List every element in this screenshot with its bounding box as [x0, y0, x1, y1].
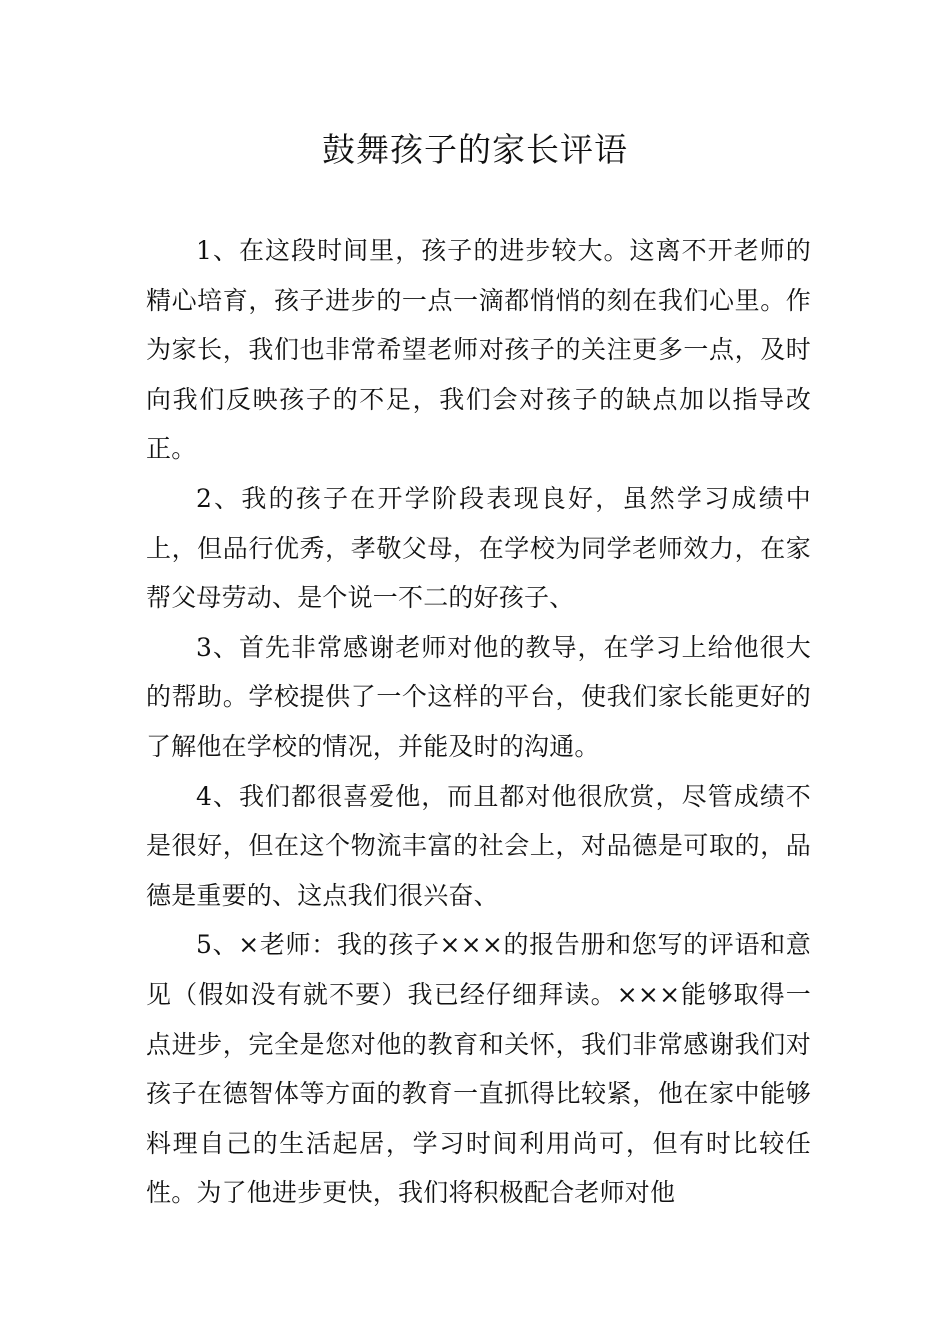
paragraph-1: 1、在这段时间里，孩子的进步较大。这离不开老师的精心培育，孩子进步的一点一滴都悄悄的刻在我们心里。作为家长，我们也非常希望老师对孩子的关注更多一点，及时向我们反映孩子的不足，我们会对孩子的缺点加以指导改正。: [146, 236, 811, 464]
document-body: [146, 226, 811, 1218]
paragraph-2: 2、我的孩子在开学阶段表现良好，虽然学习成绩中上，但品行优秀，孝敬父母，在学校为同学老师效力，在家帮父母劳动、是个说一不二的好孩子、: [146, 483, 811, 613]
page-title: 鼓舞孩子的家长评语: [322, 130, 628, 169]
paragraph-5: 5、×老师：我的孩子×××的报告册和您写的评语和意见（假如没有就不要）我已经仔细拜读。×××能够取得一点进步，完全是您对他的教育和关怀，我们非常感谢我们对孩子在德智体等方面的教育一直抓得比较紧，他在家中能够料理自己的生活起居，学习时间利用尚可，但有时比较任性。为了他进步更快，我们将积极配合老师对他: [146, 930, 811, 1208]
paragraph-4: 4、我们都很喜爱他，而且都对他很欣赏，尽管成绩不是很好，但在这个物流丰富的社会上，对品德是可取的，品德是重要的、这点我们很兴奋、: [146, 781, 811, 910]
paragraph-3: 3、首先非常感谢老师对他的教导，在学习上给他很大的帮助。学校提供了一个这样的平台，使我们家长能更好的了解他在学校的情况，并能及时的沟通。: [146, 632, 811, 761]
